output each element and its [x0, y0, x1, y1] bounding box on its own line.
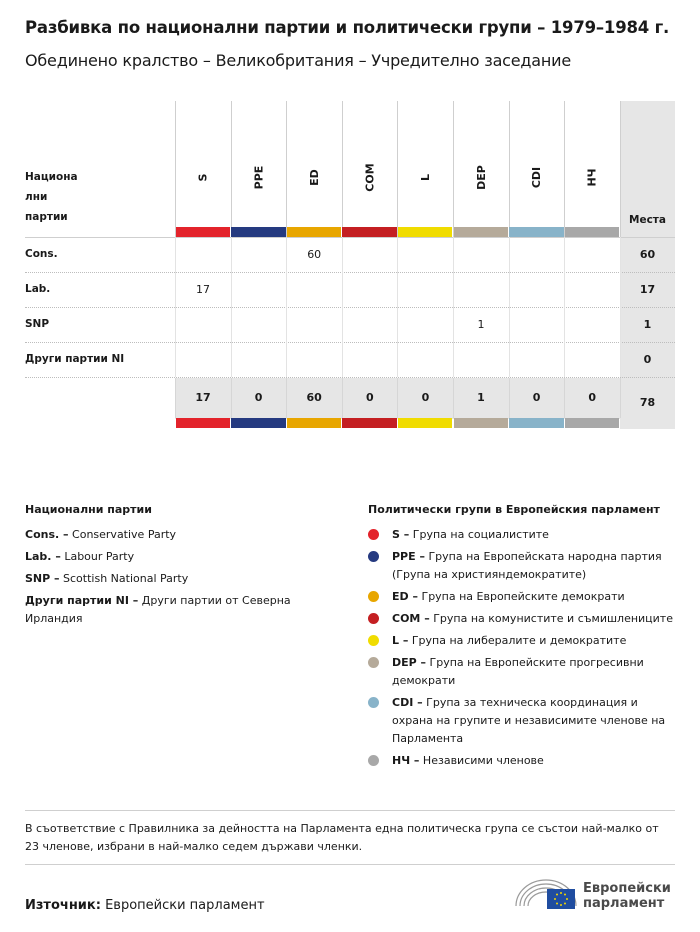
- group-color-bar: [398, 418, 453, 428]
- cell-divider: [397, 307, 398, 342]
- cell-divider: [453, 342, 454, 377]
- column-header-label: CDI: [530, 166, 544, 188]
- column-header-l: [397, 127, 453, 227]
- group-color-dot-icon: [368, 697, 379, 708]
- legend-group-item: [368, 548, 678, 584]
- cell-divider: [175, 342, 176, 377]
- cell-divider: [509, 307, 510, 342]
- page-subtitle: Обединено кралство – Великобритания – Учредително заседание: [25, 51, 571, 70]
- group-abbr: НЧ –: [392, 754, 420, 767]
- cell-divider: [509, 272, 510, 307]
- parliament-hemicycle-icon: [513, 874, 579, 914]
- group-color-bar: [342, 418, 397, 428]
- political-groups-legend: [368, 503, 678, 774]
- group-color-dot-icon: [368, 529, 379, 540]
- party-name: Conservative Party: [68, 528, 177, 541]
- column-header-label: DEP: [474, 164, 488, 190]
- column-sum: 0: [365, 391, 374, 404]
- source-value: Европейски парламент: [100, 898, 265, 913]
- page-title: Разбивка по национални партии и политически групи – 1979–1984 г.: [25, 18, 670, 37]
- row-label: Lab.: [25, 283, 51, 295]
- cell-divider: [231, 307, 232, 342]
- legend-group-item: [368, 694, 678, 748]
- row-label: Други партии NI: [25, 353, 125, 365]
- cell-divider: [231, 342, 232, 377]
- cell-divider: [286, 378, 287, 418]
- divider: [25, 864, 675, 865]
- header-divider: [25, 237, 675, 238]
- row-total: 17: [639, 283, 656, 296]
- national-parties-legend: [25, 503, 325, 632]
- legend-group-item: [368, 610, 678, 628]
- group-name: Група на социалистите: [409, 528, 549, 541]
- column-header-label: PPE: [252, 165, 266, 189]
- column-header-ed: [286, 127, 342, 227]
- cell-divider: [509, 378, 510, 418]
- cell-divider: [286, 237, 287, 272]
- column-header-dep: [453, 127, 509, 227]
- cell-divider: [286, 307, 287, 342]
- group-color-bar: [565, 418, 620, 428]
- party-name: Scottish National Party: [59, 572, 189, 585]
- cell-divider: [342, 272, 343, 307]
- footnote: В съответствие с Правилника за дейността на Парламента една политическа група се състои най-малко от 23 членове, избрани в най-малко седем държави членки.: [25, 822, 659, 853]
- row-label: Cons.: [25, 248, 58, 260]
- group-color-bar: [231, 418, 286, 428]
- legend-party-item: [25, 570, 325, 588]
- column-header-label: COM: [363, 162, 377, 192]
- cell-divider: [286, 272, 287, 307]
- group-abbr: L –: [392, 634, 409, 647]
- group-color-dot-icon: [368, 755, 379, 766]
- column-sum: 0: [588, 391, 597, 404]
- cell-divider: [564, 237, 565, 272]
- group-color-bar: [176, 418, 231, 428]
- party-abbr: SNP –: [25, 572, 60, 585]
- source-label: Източник:: [25, 898, 101, 913]
- row-divider: [25, 307, 675, 308]
- column-sum: 0: [532, 391, 541, 404]
- cell-divider: [564, 272, 565, 307]
- legend-party-item: [25, 526, 325, 544]
- group-name: Независими членове: [419, 754, 544, 767]
- group-color-bar: [287, 227, 342, 237]
- group-color-bar: [565, 227, 620, 237]
- column-header-label: L: [418, 173, 432, 181]
- group-color-bar: [454, 418, 509, 428]
- cell-divider: [286, 342, 287, 377]
- column-header-cdi: [509, 127, 565, 227]
- group-name: Група на либералите и демократите: [408, 634, 627, 647]
- cell-divider: [564, 378, 565, 418]
- party-name: Labour Party: [60, 550, 135, 563]
- ep-logo: [513, 874, 678, 914]
- cell-divider: [342, 378, 343, 418]
- column-header-label: НЧ: [585, 167, 599, 187]
- cell-divider: [397, 342, 398, 377]
- cell-divider: [342, 237, 343, 272]
- column-header-s: [175, 127, 231, 227]
- cell-divider: [509, 237, 510, 272]
- row-divider: [25, 342, 675, 343]
- column-sum: 0: [421, 391, 430, 404]
- table-cell: 17: [196, 283, 210, 296]
- row-header-title: Национа лни партии: [25, 171, 78, 223]
- cell-divider: [175, 307, 176, 342]
- column-header-label: S: [196, 173, 210, 181]
- cell-divider: [564, 342, 565, 377]
- row-label: SNP: [25, 318, 50, 330]
- group-color-bar: [176, 227, 231, 237]
- legend-party-item: [25, 592, 325, 628]
- column-header-label: ED: [307, 168, 321, 186]
- group-color-bar: [509, 418, 564, 428]
- total-column-background: [620, 101, 675, 429]
- group-color-bar: [342, 227, 397, 237]
- party-name: Други партии от Северна Ирландия: [25, 594, 291, 625]
- row-divider: [25, 377, 675, 378]
- group-name: Група за техническа координация и охрана на групите и независимите членове на Парламента: [392, 696, 666, 745]
- column-header-ppe: [231, 127, 287, 227]
- cell-divider: [175, 237, 176, 272]
- group-color-bar: [509, 227, 564, 237]
- group-abbr: PPE –: [392, 550, 425, 563]
- cell-divider: [397, 378, 398, 418]
- column-sum: 1: [477, 391, 485, 404]
- source-line: [25, 898, 265, 913]
- legend-party-item: [25, 548, 325, 566]
- grand-total: 78: [639, 396, 656, 409]
- column-sum: 0: [254, 391, 263, 404]
- cell-divider: [453, 272, 454, 307]
- divider: [25, 810, 675, 811]
- group-abbr: DEP –: [392, 656, 427, 669]
- group-name: Група на комунистите и съмишлениците: [429, 612, 673, 625]
- row-total: 1: [643, 318, 652, 331]
- cell-divider: [231, 237, 232, 272]
- group-abbr: COM –: [392, 612, 430, 625]
- table-cell: 60: [307, 248, 322, 261]
- cell-divider: [342, 307, 343, 342]
- group-color-dot-icon: [368, 591, 379, 602]
- row-total: 0: [643, 353, 652, 366]
- legend-group-item: [368, 654, 678, 690]
- cell-divider: [397, 237, 398, 272]
- cell-divider: [175, 272, 176, 307]
- legend-group-item: [368, 752, 678, 770]
- group-name: Група на Европейската народна партия (Група на християндемократите): [392, 550, 662, 581]
- group-color-bar: [398, 227, 453, 237]
- group-color-dot-icon: [368, 613, 379, 624]
- cell-divider: [453, 378, 454, 418]
- group-color-bar: [287, 418, 342, 428]
- group-abbr: CDI –: [392, 696, 423, 709]
- party-abbr: Lab. –: [25, 550, 61, 563]
- cell-divider: [509, 342, 510, 377]
- cell-divider: [453, 237, 454, 272]
- cell-divider: [397, 272, 398, 307]
- group-name: Група на Европейските демократи: [417, 590, 625, 603]
- cell-divider: [564, 307, 565, 342]
- party-abbr: Други партии NI –: [25, 594, 139, 607]
- party-abbr: Cons. –: [25, 528, 69, 541]
- seat-distribution-table: [25, 101, 675, 429]
- column-sum: 60: [306, 391, 322, 404]
- column-sum: 17: [195, 391, 211, 404]
- group-name: Група на Европейските прогресивни демократи: [392, 656, 644, 687]
- legend-group-item: [368, 526, 678, 544]
- group-abbr: ED –: [392, 590, 418, 603]
- legend-group-item: [368, 632, 678, 650]
- group-color-dot-icon: [368, 635, 379, 646]
- legend-group-item: [368, 588, 678, 606]
- cell-divider: [175, 378, 176, 418]
- logo-text: Европейски парламент: [583, 881, 671, 911]
- table-cell: 1: [477, 318, 485, 331]
- total-seats-header: Места: [629, 214, 666, 226]
- group-color-dot-icon: [368, 657, 379, 668]
- column-header-com: [342, 127, 398, 227]
- column-header-нч: [564, 127, 620, 227]
- row-divider: [25, 272, 675, 273]
- cell-divider: [231, 378, 232, 418]
- group-color-bar: [454, 227, 509, 237]
- cell-divider: [231, 272, 232, 307]
- cell-divider: [342, 342, 343, 377]
- row-total: 60: [639, 248, 656, 261]
- political-groups-heading: Политически групи в Европейския парламент: [368, 503, 660, 516]
- group-color-bar: [231, 227, 286, 237]
- group-color-dot-icon: [368, 551, 379, 562]
- national-parties-heading: Национални партии: [25, 503, 152, 516]
- cell-divider: [453, 307, 454, 342]
- group-abbr: S –: [392, 528, 410, 541]
